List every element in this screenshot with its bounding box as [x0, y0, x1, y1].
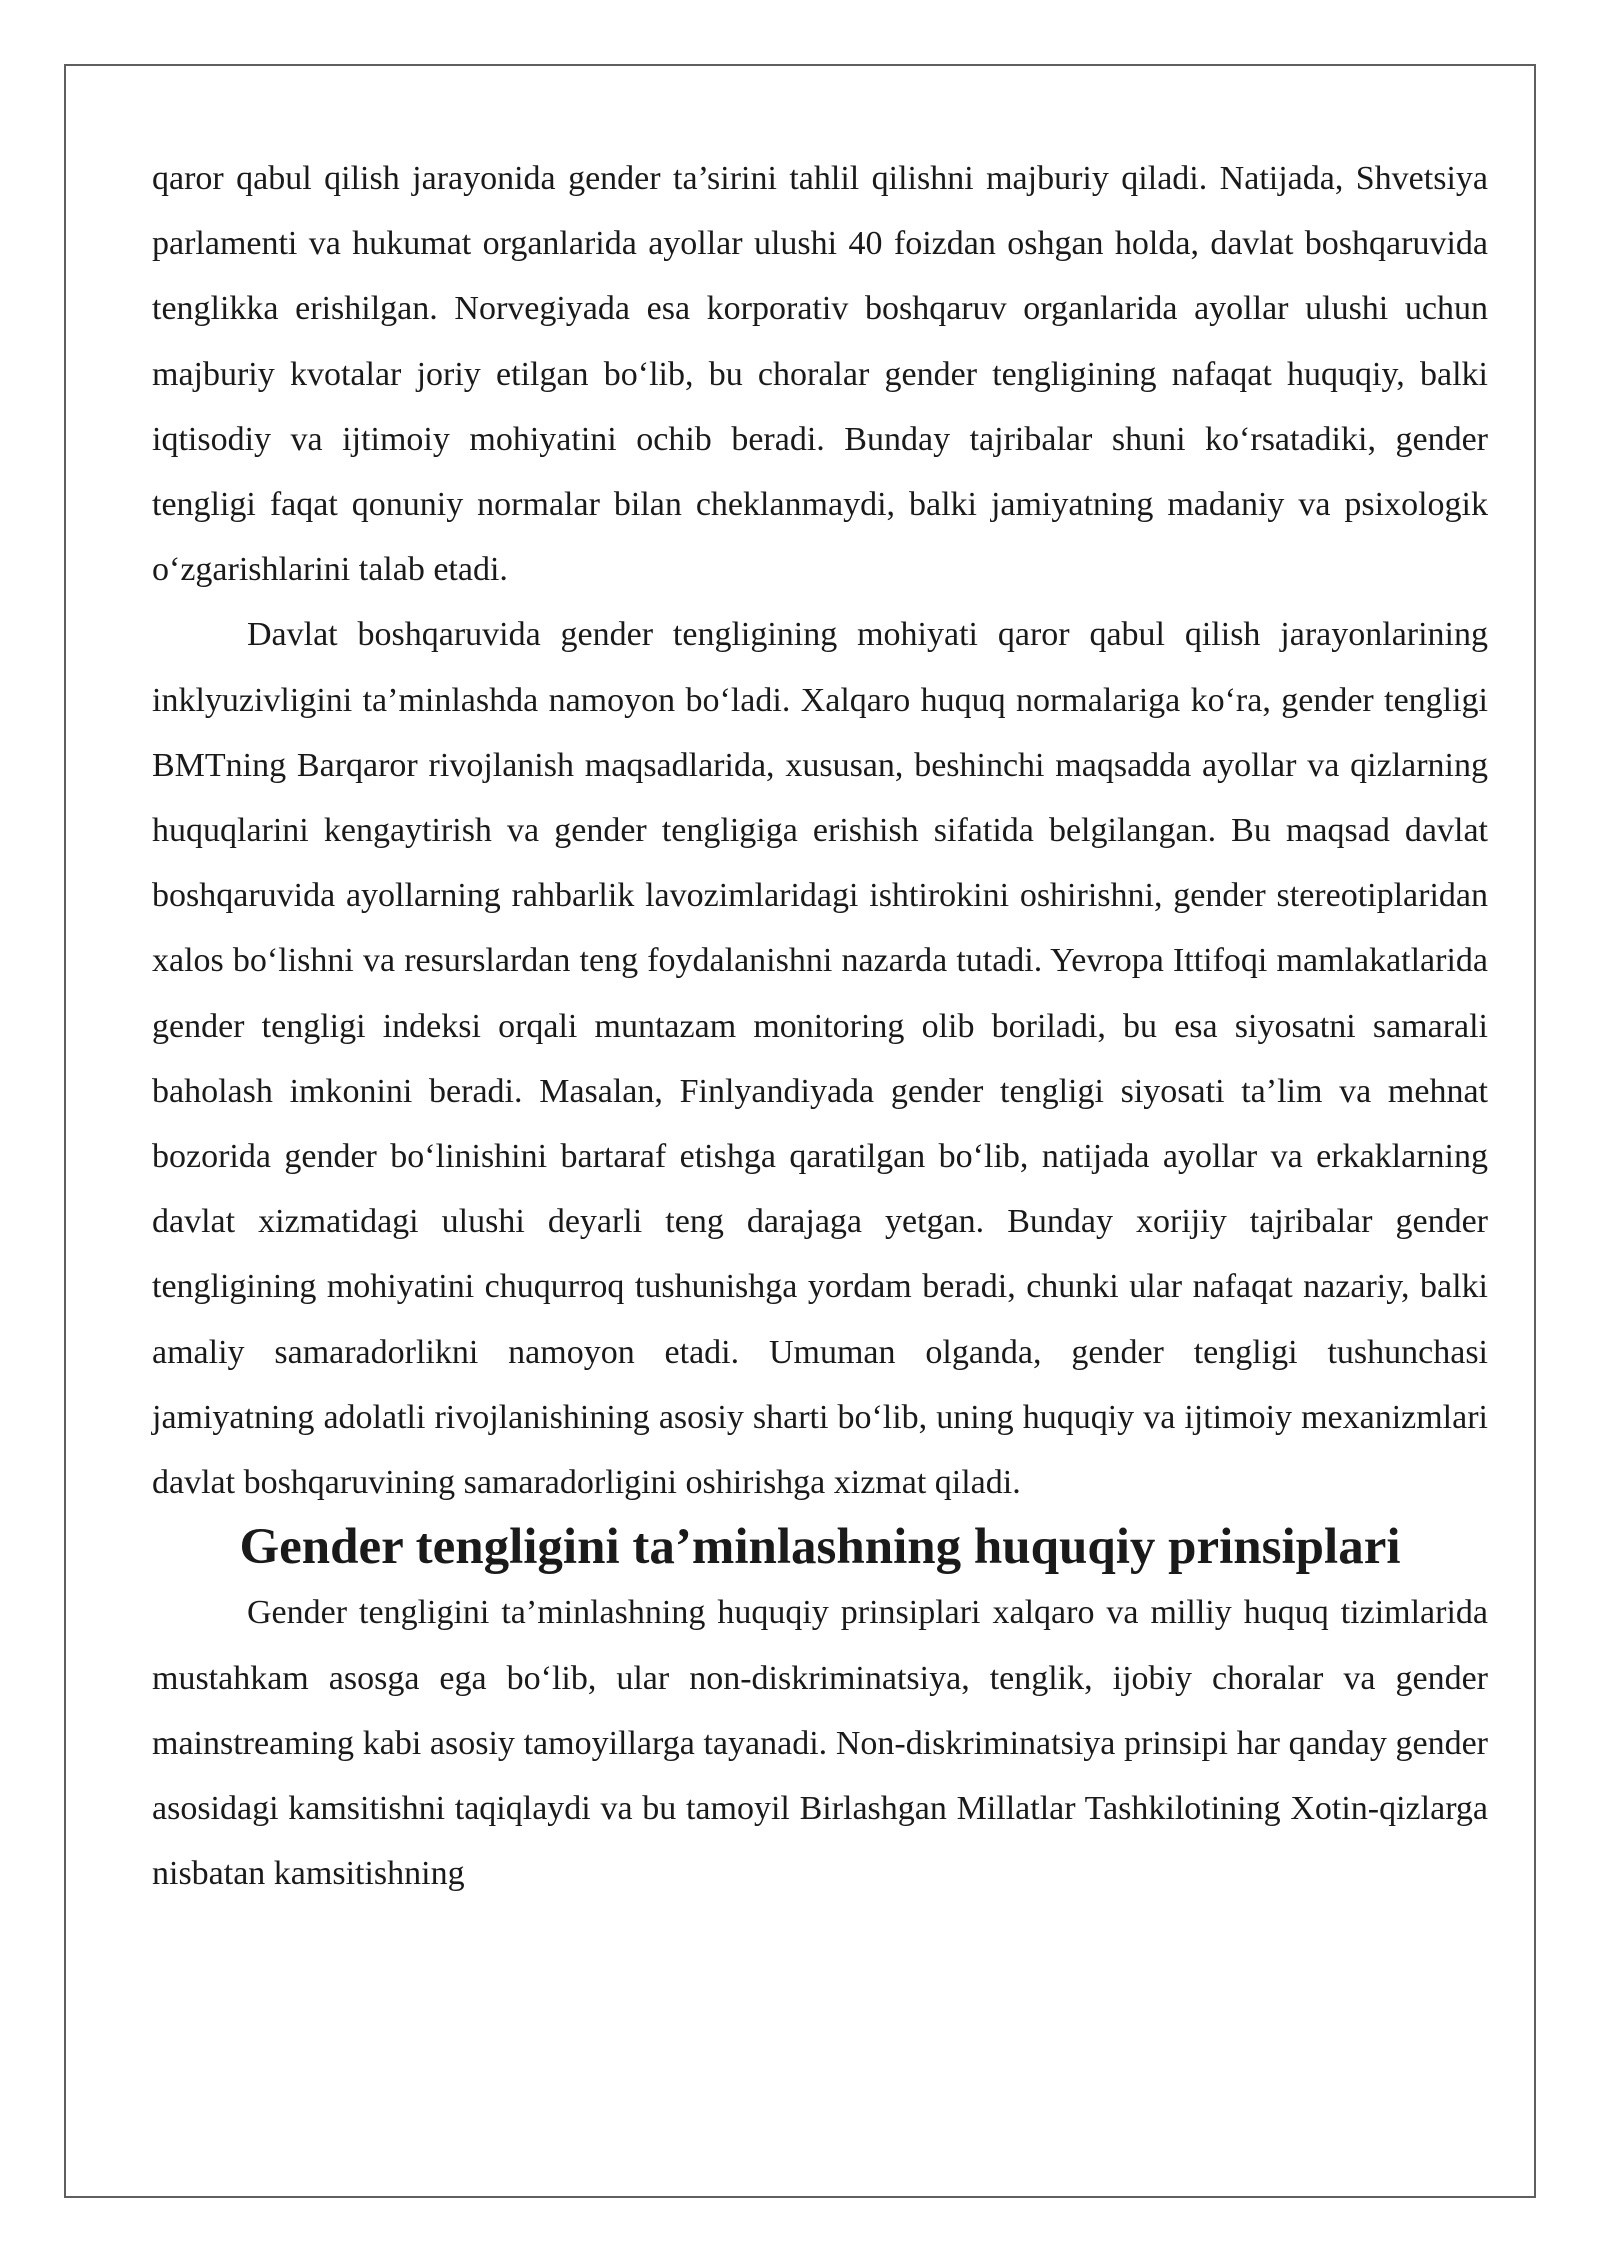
paragraph-legal-principles: Gender tengligini ta’minlashning huquqiy prinsiplari xalqaro va milliy huquq tizimlarida mustahkam asosga ega bo‘lib, ular non-diskriminatsiya, tenglik, ijobiy choralar va gender mainstreaming kabi asosiy tamoyillarga tayanadi. Non-diskriminatsiya prinsipi har qanday gender asosidagi kamsitishni taqiqlaydi va bu tamoyil Birlashgan Millatlar Tashkilotining Xotin-qizlarga nisbatan kamsitishning [152, 1594, 1488, 1893]
paragraph-continuation: qaror qabul qilish jarayonida gender ta’sirini tahlil qilishni majburiy qiladi. Natijada, Shvetsiya parlamenti va hukumat organlarida ayollar ulushi 40 foizdan oshgan holda, davlat boshqaruvida tenglikka erishilgan. Norvegiyada esa korporativ boshqaruv organlarida ayollar ulushi uchun majburiy kvotalar joriy etilgan bo‘lib, bu choralar gender tengligining nafaqat huquqiy, balki iqtisodiy va ijtimoiy mohiyatini ochib beradi. Bunday tajribalar shuni ko‘rsatadiki, gender tengligi faqat qonuniy normalar bilan cheklanmaydi, balki jamiyatning madaniy va psixologik o‘zgarishlarini talab etadi. [152, 160, 1488, 589]
section-heading: Gender tengligini ta’minlashning huquqiy prinsiplari [239, 1519, 1401, 1576]
document-body [152, 146, 1488, 1906]
paragraph-gender-essence: Davlat boshqaruvida gender tengligining mohiyati qaror qabul qilish jarayonlarining inklyuzivligini ta’minlashda namoyon bo‘ladi. Xalqaro huquq normalariga ko‘ra, gender tengligi BMTning Barqaror rivojlanish maqsadlarida, xususan, beshinchi maqsadda ayollar va qizlarning huquqlarini kengaytirish va gender tengligiga erishish sifatida belgilangan. Bu maqsad davlat boshqaruvida ayollarning rahbarlik lavozimlaridagi ishtirokini oshirishni, gender stereotiplaridan xalos bo‘lishni va resurslardan teng foydalanishni nazarda tutadi. Yevropa Ittifoqi mamlakatlarida gender tengligi indeksi orqali muntazam monitoring olib boriladi, bu esa siyosatni samarali baholash imkonini beradi. Masalan, Finlyandiyada gender tengligi siyosati ta’lim va mehnat bozorida gender bo‘linishini bartaraf etishga qaratilgan bo‘lib, natijada ayollar va erkaklarning davlat xizmatidagi ulushi deyarli teng darajaga yetgan. Bunday xorijiy tajribalar gender tengligining mohiyatini chuqurroq tushunishga yordam beradi, chunki ular nafaqat nazariy, balki amaliy samaradorlikni namoyon etadi. Umuman olganda, gender tengligi tushunchasi jamiyatning adolatli rivojlanishining asosiy sharti bo‘lib, uning huquqiy va ijtimoiy mexanizmlari davlat boshqaruvining samaradorligini oshirishga xizmat qiladi. [152, 616, 1488, 1502]
